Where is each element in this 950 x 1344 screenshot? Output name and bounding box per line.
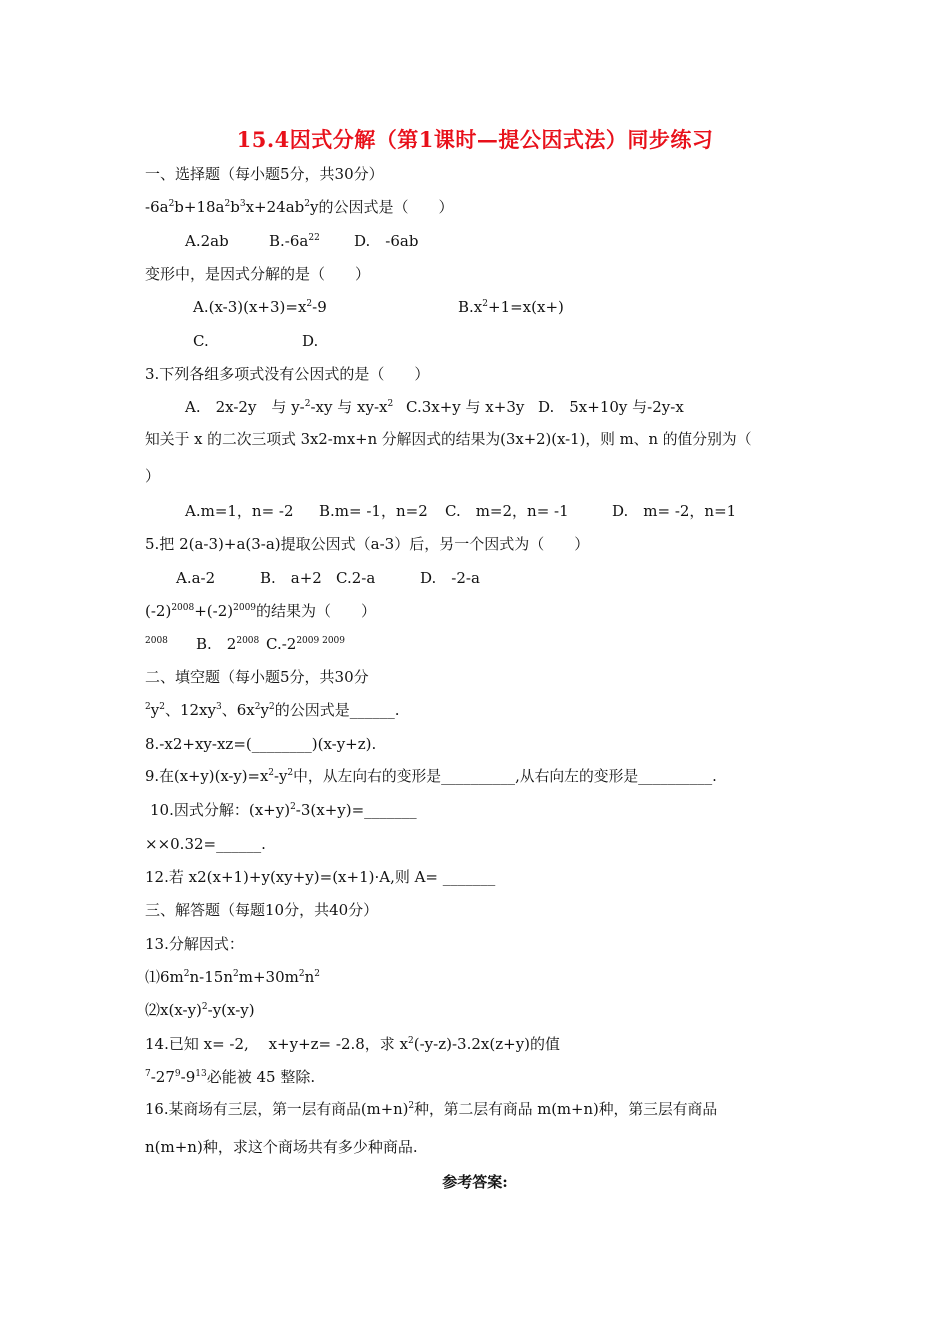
question-4-option-c: C. m=2，n= -1 <box>445 502 569 520</box>
question-1-option-a: A.2ab <box>185 232 229 250</box>
question-3-stem: 3.下列各组多项式没有公因式的是（ ） <box>145 365 430 383</box>
question-9: 9.在$(x+y)(x-y)=x^2-y^2$中，从左向右的变形是__________,从右向左的变形是__________. <box>145 768 717 785</box>
question-3-option-c: C.3x+y 与 x+3y <box>406 398 525 416</box>
question-7: $^2y^2$、$12xy^3$、$6x^2y^2$的公因式是______. <box>145 701 400 719</box>
question-1-option-b: $B.-6a^{22}$ <box>269 232 320 250</box>
question-5-option-a: A.a-2 <box>176 569 216 587</box>
question-13-part-1: $⑴6m^2n-15n^2m+30m^2n^2$ <box>145 968 320 986</box>
question-2-option-d: D. <box>302 332 319 350</box>
question-1-option-d: D. -6ab <box>354 232 419 250</box>
question-2-option-b: $B.x^2+1=x(x+)$ <box>458 298 564 316</box>
question-11: ××0.32=______. <box>145 835 266 853</box>
question-6-option-b: B. $2^{2008}$ <box>196 635 260 653</box>
question-16-line-2: n(m+n)种，求这个商场共有多少种商品. <box>145 1138 418 1156</box>
question-15: $^7-27^9-9^{13}$必能被 45 整除. <box>145 1068 316 1086</box>
question-6-option-c: $C.-2^{2009 2009}$ <box>266 635 345 653</box>
question-5-option-d: D. -2-a <box>420 569 480 587</box>
question-8: 8.-x2+xy-xz=(________)(x-y+z). <box>145 735 377 753</box>
question-4-stem: 知关于 x 的二次三项式 3x2-mx+n 分解因式的结果为(3x+2)(x-1)，则 m、n 的值分别为（ <box>145 431 752 448</box>
question-5-option-b: B. a+2 <box>260 569 322 587</box>
question-4-option-b: B.m= -1，n=2 <box>319 502 428 520</box>
question-10: 10.因式分解：$(x+y)^2-3(x+y)=\_\_\_\_\_\_\_$ <box>150 801 417 819</box>
question-2-stem: 变形中，是因式分解的是（ ） <box>145 265 371 283</box>
section-heading-solve: 三、解答题（每题10分，共40分） <box>145 901 379 919</box>
question-13-stem: 13.分解因式： <box>145 935 244 953</box>
question-1-stem: $-6a^2b+18a^2b^3x+24ab^2y$的公因式是（ ） <box>145 198 454 216</box>
question-16-line-1: 16.某商场有三层，第一层有商品$(m+n)^2$种，第二层有商品 m(m+n)种，第三层有商品 <box>145 1101 718 1118</box>
question-4-option-d: D. m= -2，n=1 <box>612 502 737 520</box>
question-2-option-a: $A.(x-3)(x+3)=x^2-9$ <box>193 298 327 316</box>
question-13-part-2: $⑵x(x-y)^2-y(x-y)$ <box>145 1001 255 1019</box>
question-3-option-a: A. 2x-2y 与 y-$^2$-xy 与 $xy-x^2$ <box>185 398 394 416</box>
question-6-option-a: 2008 <box>145 636 168 646</box>
page-title: 15.4因式分解（第1课时—提公因式法）同步练习 <box>236 127 714 152</box>
question-5-option-c: C.2-a <box>336 569 376 587</box>
question-3-option-d: D. 5x+10y 与-2y-x <box>538 398 684 416</box>
question-4-option-a: A.m=1，n= -2 <box>185 502 294 520</box>
answer-heading: 参考答案: <box>442 1173 508 1191</box>
section-heading-choice: 一、选择题（每小题5分，共30分） <box>145 165 384 183</box>
question-4-stem-end: ） <box>145 467 161 485</box>
question-6-stem: $(-2)^{2008}+(-2)^{2009}$的结果为（ ） <box>145 602 377 620</box>
question-2-option-c: C. <box>193 332 209 350</box>
question-12: 12.若 x2(x+1)+y(xy+y)=(x+1)·A,则 A= _______ <box>145 868 496 886</box>
question-14: 14.已知 x= -2, x+y+z= -2.8，求 $x^2(-y-z)-3.2x(z+y)$的值 <box>145 1035 561 1053</box>
question-5-stem: 5.把 2(a-3)+a(3-a)提取公因式（a-3）后，另一个因式为（ ） <box>145 535 590 553</box>
section-heading-fill: 二、填空题（每小题5分，共30分 <box>145 668 369 686</box>
